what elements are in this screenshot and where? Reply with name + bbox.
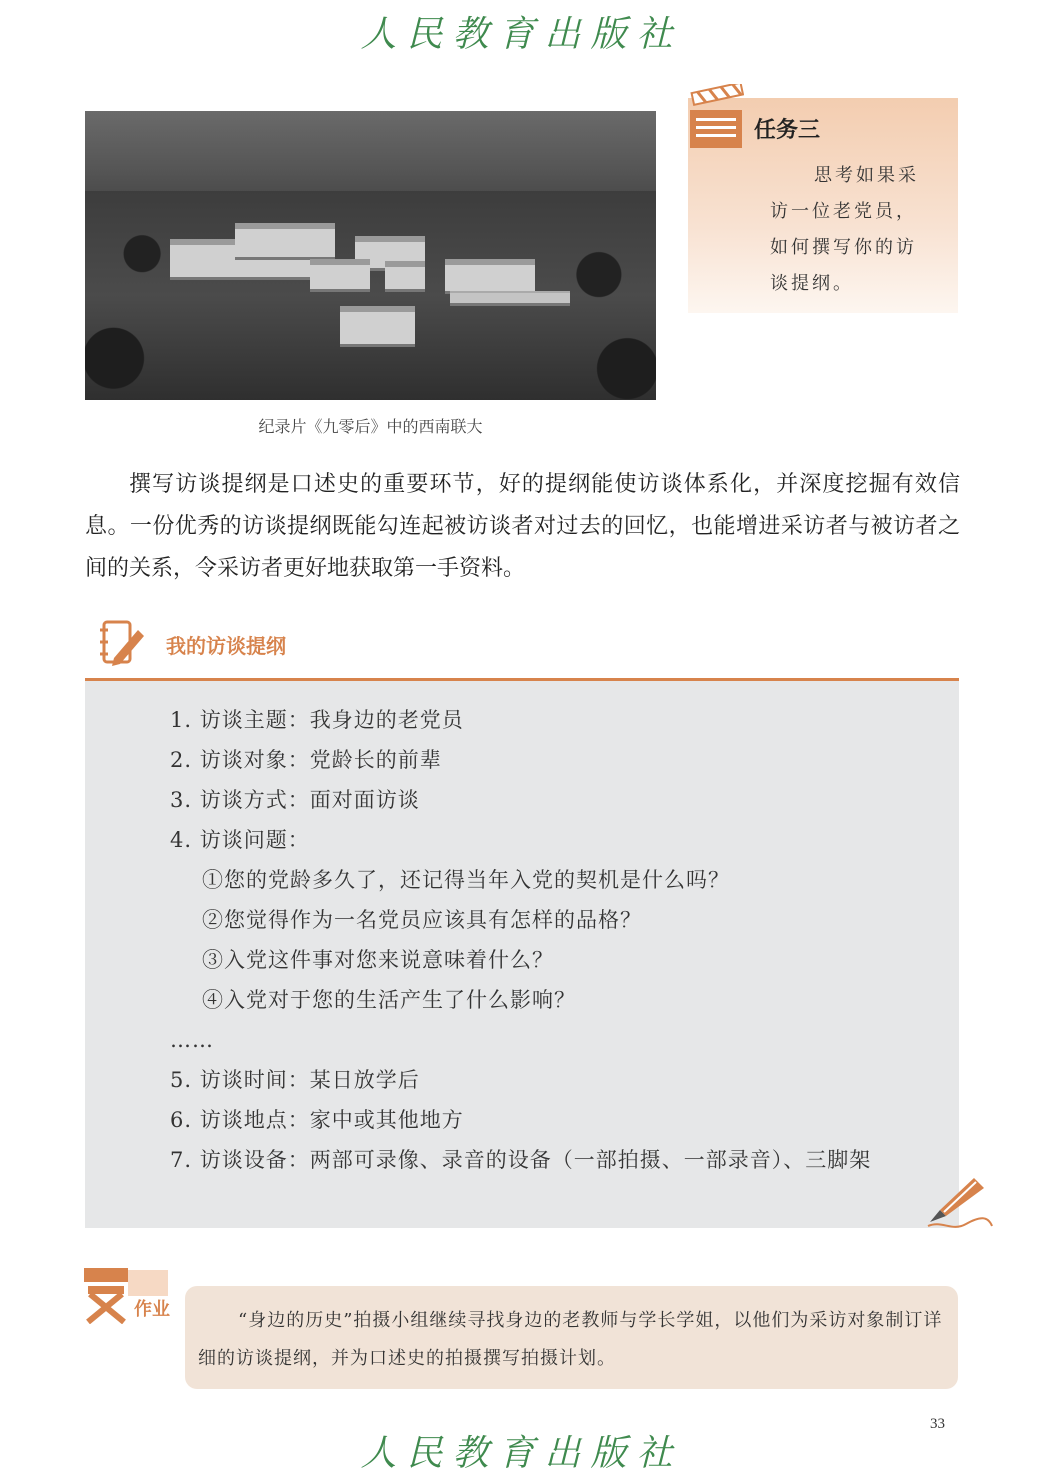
photo-building xyxy=(385,261,425,289)
photo-trees xyxy=(85,191,656,400)
task-body xyxy=(770,158,930,302)
outline-question: ④入党对于您的生活产生了什么影响？ xyxy=(202,988,576,1012)
homework-text: “身边的历史”拍摄小组继续寻找身边的老教师与学长学姐，以他们为采访对象制订详细的访谈提纲，并为口述史的拍摄撰写拍摄计划。 xyxy=(198,1310,943,1369)
outline-item: 4. 访谈问题： xyxy=(170,828,310,852)
body-paragraph-block xyxy=(85,464,960,590)
body-paragraph: 撰写访谈提纲是口述史的重要环节，好的提纲能使访谈体系化，并深度挖掘有效信息。一份优秀的访谈提纲既能勾连起被访谈者对过去的回忆，也能增进采访者与被访者之间的关系，令采访者更好地获取第一手资料。 xyxy=(85,472,960,581)
outline-question: ①您的党龄多久了，还记得当年入党的契机是什么吗？ xyxy=(202,868,730,892)
outline-section-title: 我的访谈提纲 xyxy=(166,634,286,658)
outline-item: 1. 访谈主题：我身边的老党员 xyxy=(170,708,464,732)
notepad-pen-icon xyxy=(98,618,146,668)
page-number: 33 xyxy=(930,1416,945,1432)
photo-building xyxy=(340,306,415,344)
task-title: 任务三 xyxy=(754,118,821,143)
task-line: 如何撰写你的访 xyxy=(770,237,917,258)
homework-text-block xyxy=(198,1302,950,1378)
outline-item: 3. 访谈方式：面对面访谈 xyxy=(170,788,420,812)
documentary-photo xyxy=(85,111,656,400)
outline-list xyxy=(170,700,950,1180)
task-line: 思考如果采 xyxy=(814,165,919,186)
photo-building xyxy=(235,223,335,257)
publisher-watermark-bottom: 人民教育出版社 xyxy=(360,1433,683,1474)
clapperboard-icon xyxy=(688,84,744,150)
outline-item: 5. 访谈时间：某日放学后 xyxy=(170,1068,420,1092)
outline-item: 2. 访谈对象：党龄长的前辈 xyxy=(170,748,442,772)
publisher-watermark-top: 人民教育出版社 xyxy=(360,14,683,55)
outline-item: 6. 访谈地点：家中或其他地方 xyxy=(170,1108,464,1132)
outline-item: 7. 访谈设备：两部可录像、录音的设备（一部拍摄、一部录音）、三脚架 xyxy=(170,1148,872,1172)
outline-question: ③入党这件事对您来说意味着什么？ xyxy=(202,948,554,972)
outline-ellipsis: …… xyxy=(170,1028,214,1052)
task-line: 谈提纲。 xyxy=(770,273,854,294)
pen-icon xyxy=(922,1170,996,1236)
photo-building xyxy=(445,259,535,291)
task-line: 访一位老党员， xyxy=(770,201,917,222)
outline-question: ②您觉得作为一名党员应该具有怎样的品格？ xyxy=(202,908,642,932)
photo-building xyxy=(450,291,570,303)
photo-building xyxy=(310,259,370,289)
photo-caption: 纪录片《九零后》中的西南联大 xyxy=(258,417,483,436)
homework-label: 作业 xyxy=(134,1299,170,1320)
